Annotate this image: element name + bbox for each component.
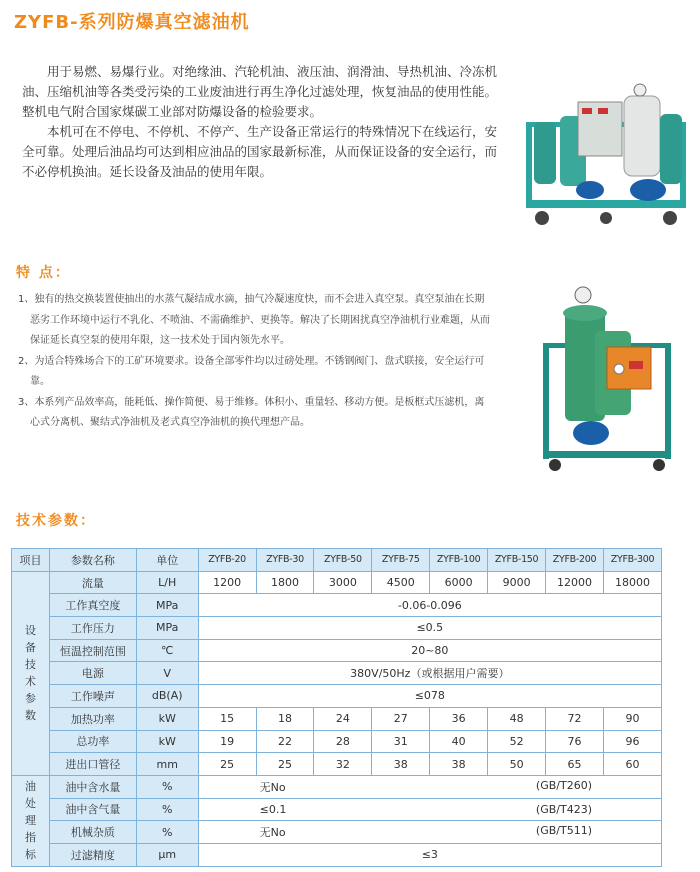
feature-item-2: 2、为适合特殊场合下的工矿环境要求。设备全部零件均以过磅处理。不锈钢阀门、盘式联接，安全运行可靠。 bbox=[18, 355, 485, 387]
table-cell: 1800 bbox=[256, 571, 314, 594]
table-row-water bbox=[12, 775, 662, 798]
page-title: ZYFB-系列防爆真空滤油机 bbox=[14, 12, 250, 33]
table-row-pressure bbox=[12, 617, 662, 640]
table-cell: 38 bbox=[430, 753, 488, 776]
cell-value: 无No bbox=[259, 780, 286, 794]
table-cell: 72 bbox=[546, 707, 604, 730]
table-row-noise bbox=[12, 685, 662, 708]
table-cell: 32 bbox=[314, 753, 372, 776]
row-unit: μm bbox=[136, 843, 198, 866]
row-label: 加热功率 bbox=[49, 707, 136, 730]
table-cell: 48 bbox=[488, 707, 546, 730]
row-label: 油中含水量 bbox=[49, 775, 136, 798]
intro-paragraph-2: 本机可在不停电、不停机、不停产、生产设备正常运行的特殊情况下在线运行，安全可靠。处理后油品均可达到相应油品的国家最新标准，从而保证设备的安全运行，而不必停机换油。延长设备及油品的使用年限。 bbox=[22, 124, 498, 179]
cell-value: 无No bbox=[259, 826, 286, 840]
params-title: 技术参数： bbox=[16, 513, 96, 529]
table-cell: 76 bbox=[546, 730, 604, 753]
table-cell: 18 bbox=[256, 707, 314, 730]
header-item: 项目 bbox=[12, 549, 50, 572]
row-unit: % bbox=[136, 775, 198, 798]
features-title: 特 点： bbox=[16, 265, 71, 281]
row-label: 电源 bbox=[49, 662, 136, 685]
table-row-power-supply bbox=[12, 662, 662, 685]
table-row-temp bbox=[12, 639, 662, 662]
tech-params-table bbox=[11, 548, 662, 867]
feature-item-1: 1、独有的热交换装置使抽出的水蒸气凝结成水滴，抽气冷凝速度快，而不会进入真空泵。真空泵油在长期恶劣工作环境中运行不乳化、不喷油、不需确维护、更换等。解决了长期困扰真空净油机行业难题，从而保证延长真空泵的使用年限，这一技术处于国内领先水平。 bbox=[18, 294, 490, 346]
table-row-gas bbox=[12, 798, 662, 821]
row-label: 油中含气量 bbox=[49, 798, 136, 821]
group-label-equipment: 设备技术参数 bbox=[12, 571, 50, 775]
table-row-total-power bbox=[12, 730, 662, 753]
header-name: 参数名称 bbox=[49, 549, 136, 572]
table-cell bbox=[198, 821, 661, 844]
table-cell: 40 bbox=[430, 730, 488, 753]
table-cell: 18000 bbox=[603, 571, 661, 594]
product-photo-1 bbox=[520, 82, 692, 238]
header-model: ZYFB-20 bbox=[198, 549, 256, 572]
table-cell: 22 bbox=[256, 730, 314, 753]
table-cell: 3000 bbox=[314, 571, 372, 594]
row-label: 过滤精度 bbox=[49, 843, 136, 866]
row-unit: L/H bbox=[136, 571, 198, 594]
table-row-impurity bbox=[12, 821, 662, 844]
table-cell: 9000 bbox=[488, 571, 546, 594]
header-model: ZYFB-300 bbox=[603, 549, 661, 572]
intro-paragraph-1: 用于易燃、易爆行业。对绝缘油、汽轮机油、液压油、润滑油、导热机油、冷冻机油、压缩机油等各类受污染的工业废油进行再生净化过滤处理，恢复油品的使用性能。整机电气附合国家煤碳工业部对防爆设备的检验要求。 bbox=[22, 64, 498, 119]
table-row-heating bbox=[12, 707, 662, 730]
table-row-flow bbox=[12, 571, 662, 594]
table-cell: 19 bbox=[198, 730, 256, 753]
row-label: 工作压力 bbox=[49, 617, 136, 640]
cell-standard: (GB/T260) bbox=[535, 778, 592, 792]
row-label: 流量 bbox=[49, 571, 136, 594]
table-cell: 6000 bbox=[430, 571, 488, 594]
table-cell: 28 bbox=[314, 730, 372, 753]
group-label-oil: 油处理指标 bbox=[12, 775, 50, 866]
cell-standard: (GB/T511) bbox=[535, 824, 592, 838]
table-cell: 52 bbox=[488, 730, 546, 753]
cell-value: ≤0.1 bbox=[259, 802, 287, 816]
header-model: ZYFB-200 bbox=[546, 549, 604, 572]
row-label: 工作噪声 bbox=[49, 685, 136, 708]
header-model: ZYFB-75 bbox=[372, 549, 430, 572]
row-unit: MPa bbox=[136, 594, 198, 617]
table-cell: 25 bbox=[198, 753, 256, 776]
table-cell: 1200 bbox=[198, 571, 256, 594]
table-cell: 4500 bbox=[372, 571, 430, 594]
row-label: 总功率 bbox=[49, 730, 136, 753]
row-unit: MPa bbox=[136, 617, 198, 640]
table-cell: 24 bbox=[314, 707, 372, 730]
intro-text bbox=[22, 62, 500, 182]
row-unit: kW bbox=[136, 730, 198, 753]
cell-standard: (GB/T423) bbox=[535, 802, 592, 816]
header-model: ZYFB-50 bbox=[314, 549, 372, 572]
row-label: 恒温控制范围 bbox=[49, 639, 136, 662]
table-cell: 38 bbox=[372, 753, 430, 776]
table-cell: 20~80 bbox=[198, 639, 661, 662]
row-label: 工作真空度 bbox=[49, 594, 136, 617]
row-label: 进出口管径 bbox=[49, 753, 136, 776]
table-cell: 50 bbox=[488, 753, 546, 776]
header-model: ZYFB-100 bbox=[430, 549, 488, 572]
table-cell: 12000 bbox=[546, 571, 604, 594]
row-unit: % bbox=[136, 821, 198, 844]
header-unit: 单位 bbox=[136, 549, 198, 572]
table-row-vacuum bbox=[12, 594, 662, 617]
table-cell: 96 bbox=[603, 730, 661, 753]
header-model: ZYFB-30 bbox=[256, 549, 314, 572]
feature-item-3: 3、本系列产品效率高，能耗低、操作简便、易于维修。体积小、重量轻、移动方便。是板框式压滤机，离心式分离机、聚结式净油机及老式真空净油机的换代理想产品。 bbox=[18, 396, 485, 428]
table-cell: 27 bbox=[372, 707, 430, 730]
table-cell: ≤0.5 bbox=[198, 617, 661, 640]
table-cell: -0.06-0.096 bbox=[198, 594, 661, 617]
row-unit: V bbox=[136, 662, 198, 685]
row-label: 机械杂质 bbox=[49, 821, 136, 844]
row-unit: ℃ bbox=[136, 639, 198, 662]
row-unit: dB(A) bbox=[136, 685, 198, 708]
table-cell: 31 bbox=[372, 730, 430, 753]
row-unit: mm bbox=[136, 753, 198, 776]
row-unit: % bbox=[136, 798, 198, 821]
table-cell: ≤3 bbox=[198, 843, 661, 866]
table-cell bbox=[198, 798, 661, 821]
table-cell bbox=[198, 775, 661, 798]
table-cell: 25 bbox=[256, 753, 314, 776]
table-cell: 36 bbox=[430, 707, 488, 730]
product-photo-2 bbox=[535, 283, 680, 473]
table-header-row bbox=[12, 549, 662, 572]
header-model: ZYFB-150 bbox=[488, 549, 546, 572]
table-row-precision bbox=[12, 843, 662, 866]
table-cell: 380V/50Hz（或根据用户需要） bbox=[198, 662, 661, 685]
table-cell: 65 bbox=[546, 753, 604, 776]
features-list bbox=[18, 290, 494, 434]
table-cell: 60 bbox=[603, 753, 661, 776]
table-cell: 15 bbox=[198, 707, 256, 730]
table-row-pipe bbox=[12, 753, 662, 776]
row-unit: kW bbox=[136, 707, 198, 730]
table-cell: 90 bbox=[603, 707, 661, 730]
table-cell: ≤078 bbox=[198, 685, 661, 708]
